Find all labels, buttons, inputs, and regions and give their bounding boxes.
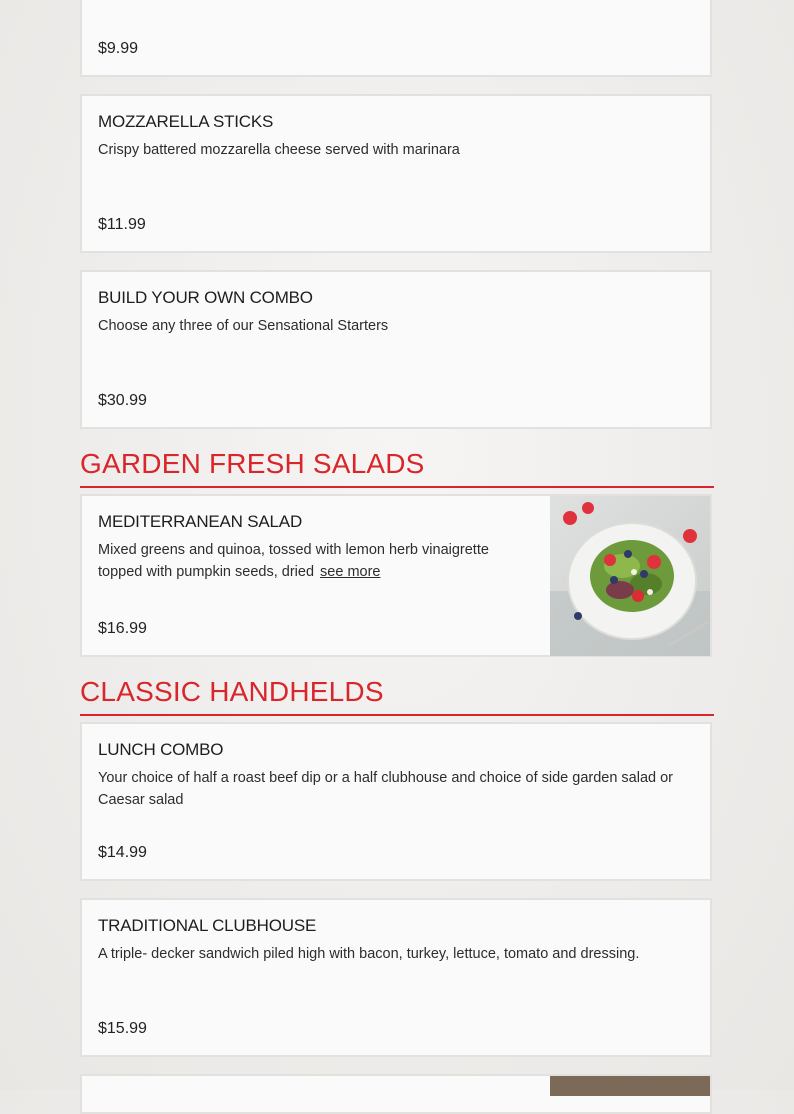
item-name: BUILD YOUR OWN COMBO (98, 288, 313, 307)
item-description (98, 540, 528, 583)
item-name: MOZZARELLA STICKS (98, 112, 274, 131)
menu-item-card[interactable] (80, 0, 712, 77)
menu-item-card[interactable] (80, 722, 712, 881)
item-price: $14.99 (98, 844, 147, 861)
item-description: A triple- decker sandwich piled high with bacon, turkey, lettuce, tomato and dressing. (98, 946, 640, 962)
item-price: $30.99 (98, 392, 147, 409)
menu-item-card[interactable] (80, 270, 712, 429)
menu-item-card[interactable] (80, 94, 712, 253)
item-name: MEDITERRANEAN SALAD (98, 512, 303, 531)
menu-item-card[interactable] (80, 1074, 712, 1114)
item-description: Choose any three of our Sensational Starters (98, 318, 389, 334)
item-price: $16.99 (98, 620, 147, 637)
section-title-handhelds: CLASSIC HANDHELDS (80, 674, 714, 716)
item-price: $9.99 (98, 40, 139, 57)
food-photo[interactable] (550, 1076, 710, 1096)
item-price: $15.99 (98, 1020, 147, 1037)
item-name: LUNCH COMBO (98, 740, 224, 759)
section-title-salads: GARDEN FRESH SALADS (80, 446, 714, 488)
salad-image (550, 496, 710, 656)
item-price: $11.99 (98, 216, 146, 233)
item-description: Your choice of half a roast beef dip or a half clubhouse and choice of side garden salad or Caesar salad (98, 770, 674, 808)
menu-item-card[interactable] (80, 494, 712, 657)
item-description: Crispy battered mozzarella cheese served with marinara (98, 142, 460, 158)
item-name: TRADITIONAL CLUBHOUSE (98, 916, 317, 935)
salad-photo[interactable] (550, 496, 710, 656)
item-description-text: Mixed greens and quinoa, tossed with lemon herb vinaigrette topped with pumpkin seeds, dried (98, 542, 489, 580)
see-more-link[interactable]: see more (320, 563, 381, 580)
menu-item-card[interactable] (80, 898, 712, 1057)
